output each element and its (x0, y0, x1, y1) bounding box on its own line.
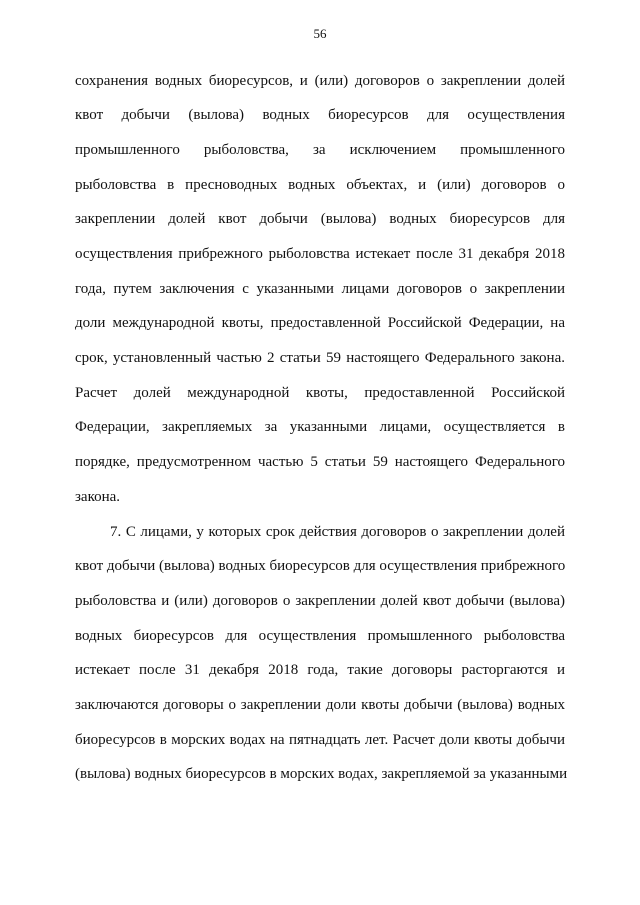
text-line: квот добычи (вылова) водных биоресурсов для осуществления прибрежного (75, 558, 566, 574)
text-line: промышленного рыболовства, за исключением промышленного (75, 142, 565, 158)
text-line: срок, установленный частью 2 статьи 59 настоящего Федерального закона. (75, 350, 565, 366)
text-line: водных биоресурсов для осуществления промышленного рыболовства (75, 628, 565, 644)
text-line: рыболовства в пресноводных водных объектах, и (или) договоров о (75, 177, 565, 193)
page-number: 56 (313, 26, 327, 41)
text-line: закреплении долей квот добычи (вылова) водных биоресурсов для (75, 211, 565, 227)
text-line: Федерации, закрепляемых за указанными лицами, осуществляется в (75, 419, 565, 435)
text-line: сохранения водных биоресурсов, и (или) договоров о закреплении долей (75, 73, 565, 89)
text-line: биоресурсов в морских водах на пятнадцать лет. Расчет доли квоты добычи (75, 732, 565, 748)
text-line: заключаются договоры о закреплении доли квоты добычи (вылова) водных (75, 697, 565, 713)
text-line: года, путем заключения с указанными лицами договоров о закреплении (75, 281, 565, 297)
text-line: порядке, предусмотренном частью 5 статьи 59 настоящего Федерального (75, 454, 565, 470)
text-line: квот добычи (вылова) водных биоресурсов для осуществления (75, 107, 565, 123)
text-line: доли международной квоты, предоставленной Российской Федерации, на (75, 315, 565, 331)
text-line: Расчет долей международной квоты, предоставленной Российской (75, 385, 565, 401)
paragraph-7-start: 7. С лицами, у которых срок действия договоров о закреплении долей (110, 524, 565, 540)
text-line: рыболовства и (или) договоров о закреплении долей квот добычи (вылова) (75, 593, 565, 609)
text-line: осуществления прибрежного рыболовства истекает после 31 декабря 2018 (75, 246, 565, 262)
text-line: закона. (75, 489, 121, 505)
text-line: (вылова) водных биоресурсов в морских водах, закрепляемой за указанными (75, 766, 568, 782)
text-line: истекает после 31 декабря 2018 года, такие договоры расторгаются и (75, 662, 565, 678)
